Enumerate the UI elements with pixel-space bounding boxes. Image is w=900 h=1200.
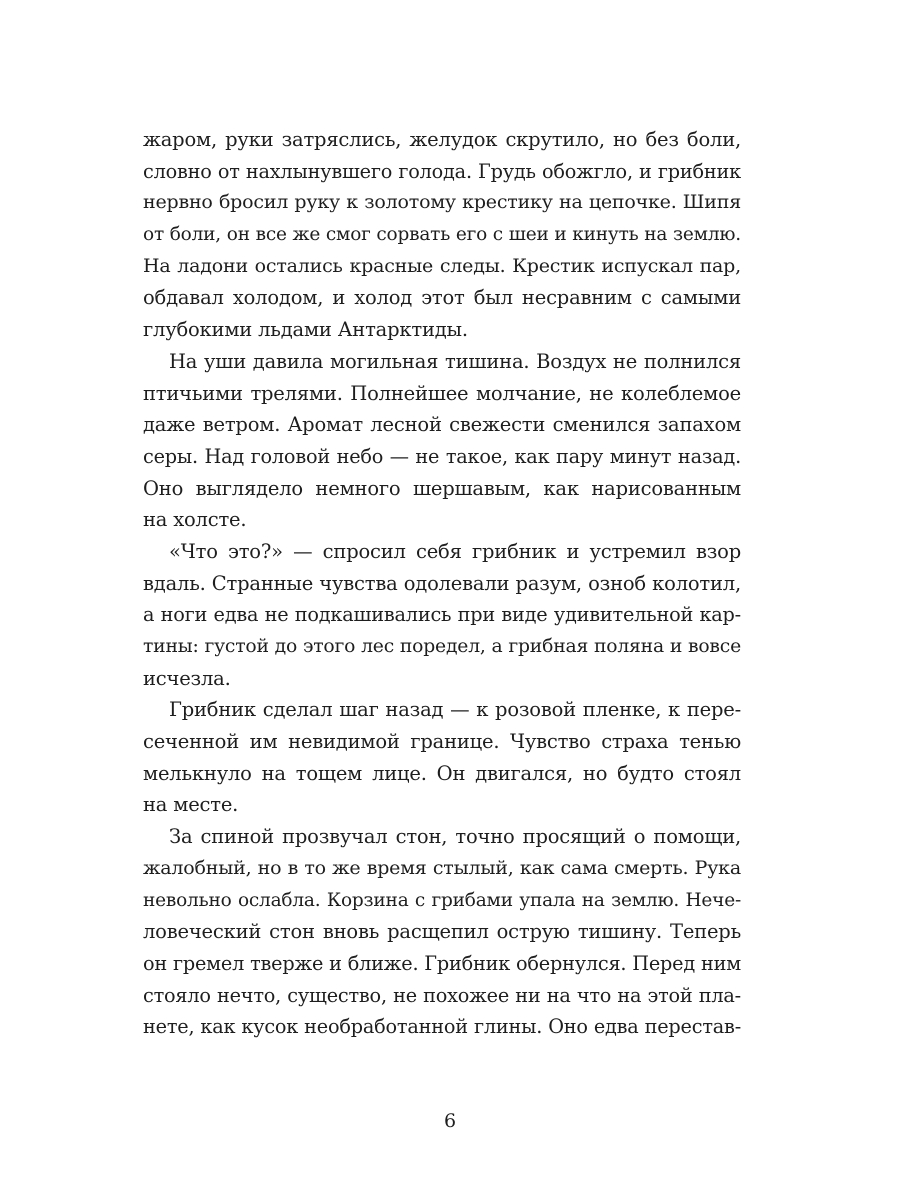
text-line: даже ветром. Аромат лесной свежести сменился запахом (143, 413, 741, 437)
text-line: серы. Над головой небо — не такое, как пару минут назад. (143, 444, 741, 468)
text-line: нервно бросил руку к золотому крестику на цепочке. Шипя (143, 191, 741, 214)
text-line: жалобный, но в то же время стылый, как сама смерть. Рука (143, 856, 741, 879)
text-line: жаром, руки затряслись, желудок скрутило, но без боли, (143, 128, 741, 151)
text-line: стояло нечто, существо, не похожее ни на что на этой пла- (143, 983, 741, 1007)
paragraph-first-line: За спиной прозвучал стон, точно просящий о помощи, (169, 825, 741, 849)
text-line: глубокими льдами Антарктиды. (143, 318, 468, 342)
text-line: сеченной им невидимой границе. Чувство страха тенью (143, 730, 741, 754)
page-number: 6 (443, 1110, 457, 1132)
text-line: На ладони остались красные следы. Крестик испускал пар, (143, 254, 741, 277)
paragraph-first-line: «Что это?» — спросил себя грибник и устремил взор (169, 539, 741, 563)
text-line: на месте. (143, 793, 239, 817)
paragraph-first-line: Грибник сделал шаг назад — к розовой пленке, к пере- (169, 698, 741, 722)
text-line: исчезла. (143, 666, 231, 690)
body-text (143, 124, 741, 1043)
text-line: Оно выглядело немного шершавым, как нарисованным (143, 476, 741, 500)
text-line: ловеческий стон вновь расщепил острую тишину. Теперь (143, 920, 741, 944)
text-line: на холсте. (143, 508, 247, 532)
text-line: тины: густой до этого лес поредел, а грибная поляна и вовсе (143, 636, 741, 657)
paragraph-first-line: На уши давила могильная тишина. Воздух не полнился (169, 349, 741, 373)
text-line: обдавал холодом, и холод этот был несравним с самыми (143, 286, 741, 310)
text-line: словно от нахлынувшего голода. Грудь обожгло, и грибник (143, 159, 741, 183)
text-line: а ноги едва не подкашивались при виде удивительной кар- (143, 603, 741, 627)
text-line: птичьими трелями. Полнейшее молчание, не колеблемое (143, 381, 741, 405)
text-line: вдаль. Странные чувства одолевали разум, озноб колотил, (143, 571, 741, 595)
text-line: от боли, он все же смог сорвать его с шеи и кинуть на землю. (143, 224, 741, 246)
text-line: нете, как кусок необработанной глины. Оно едва перестав- (143, 1015, 741, 1039)
text-line: мелькнуло на тощем лице. Он двигался, но будто стоял (143, 761, 741, 785)
text-line: невольно ослабла. Корзина с грибами упала на землю. Нече- (143, 889, 741, 911)
text-line: он гремел тверже и ближе. Грибник обернулся. Перед ним (143, 951, 741, 975)
